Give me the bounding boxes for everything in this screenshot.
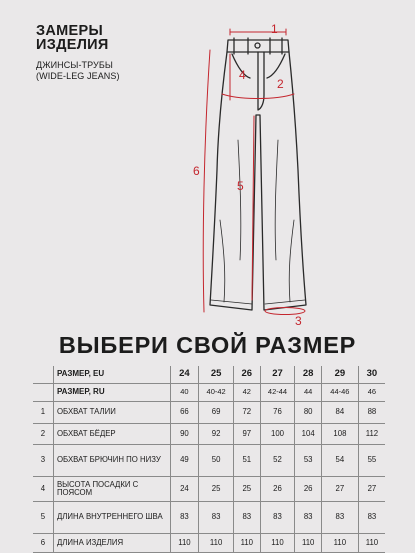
size-chart-table [33, 366, 385, 553]
subtitle-line-1: ДЖИНСЫ-ТРУБЫ [36, 60, 113, 70]
marker-1: 1 [271, 22, 278, 36]
measurement-cell: 110 [260, 534, 295, 553]
measurement-cell: 84 [321, 402, 358, 424]
jeans-crease-left [220, 140, 241, 302]
ru-size-cell: 40-42 [199, 384, 234, 402]
measurement-cell: 55 [358, 445, 385, 477]
measurement-cell: 97 [234, 424, 261, 445]
header-num-cell [33, 384, 53, 402]
ru-size-cell: 40 [170, 384, 199, 402]
eu-size-cell: 24 [170, 366, 199, 384]
measurement-cell: 104 [295, 424, 322, 445]
table-row [33, 502, 385, 534]
jeans-button [255, 43, 260, 48]
measurement-cell: 108 [321, 424, 358, 445]
ru-size-cell: 44 [295, 384, 322, 402]
row-number: 6 [33, 534, 53, 553]
measurement-cell: 83 [170, 502, 199, 534]
subtitle-line-2: (WIDE-LEG JEANS) [36, 71, 120, 81]
ru-size-label: РАЗМЕР, RU [53, 384, 170, 402]
measurement-cell: 100 [260, 424, 295, 445]
table-header-eu [33, 366, 385, 384]
measurement-cell: 76 [260, 402, 295, 424]
measurement-cell: 110 [321, 534, 358, 553]
measurement-cell: 72 [234, 402, 261, 424]
ru-size-cell: 42 [234, 384, 261, 402]
row-number: 4 [33, 477, 53, 502]
eu-size-cell: 29 [321, 366, 358, 384]
eu-size-cell: 26 [234, 366, 261, 384]
measurement-cell: 53 [295, 445, 322, 477]
measurement-cell: 110 [234, 534, 261, 553]
jeans-pocket-right [267, 54, 285, 78]
measurement-cell: 50 [199, 445, 234, 477]
jeans-fly [258, 52, 264, 110]
measurement-cell: 83 [358, 502, 385, 534]
measurement-cell: 110 [199, 534, 234, 553]
measurement-cell: 24 [170, 477, 199, 502]
row-label: ОБХВАТ БЁДЕР [53, 424, 170, 445]
measurement-cell: 112 [358, 424, 385, 445]
measurement-cell: 49 [170, 445, 199, 477]
measurement-cell: 26 [260, 477, 295, 502]
ru-size-cell: 46 [358, 384, 385, 402]
measurement-cell: 26 [295, 477, 322, 502]
row-label: ДЛИНА ИЗДЕЛИЯ [53, 534, 170, 553]
eu-size-label: РАЗМЕР, EU [53, 366, 170, 384]
table-row [33, 445, 385, 477]
row-label: ДЛИНА ВНУТРЕННЕГО ШВА [53, 502, 170, 534]
row-number: 1 [33, 402, 53, 424]
measurement-cell: 27 [321, 477, 358, 502]
row-number: 5 [33, 502, 53, 534]
row-number: 3 [33, 445, 53, 477]
marker-3: 3 [295, 314, 302, 328]
measurement-cell: 110 [170, 534, 199, 553]
measurement-cell: 27 [358, 477, 385, 502]
measurement-cell: 80 [295, 402, 322, 424]
measurement-cell: 25 [234, 477, 261, 502]
table-row [33, 477, 385, 502]
eu-size-cell: 27 [260, 366, 295, 384]
measurement-cell: 110 [358, 534, 385, 553]
measurement-cell: 83 [260, 502, 295, 534]
measurement-cell: 92 [199, 424, 234, 445]
title-line-1: ЗАМЕРЫ [36, 23, 103, 39]
table-row [33, 402, 385, 424]
jeans-waistband [227, 40, 289, 52]
measurement-cell: 83 [199, 502, 234, 534]
ru-size-cell: 44-46 [321, 384, 358, 402]
table-header-ru [33, 384, 385, 402]
product-subtitle [36, 60, 120, 82]
measurement-cell: 83 [321, 502, 358, 534]
row-label: ОБХВАТ БРЮЧИН ПО НИЗУ [53, 445, 170, 477]
title-line-2: ИЗДЕЛИЯ [36, 37, 109, 53]
measurement-cell: 69 [199, 402, 234, 424]
measurement-cell: 52 [260, 445, 295, 477]
jeans-measurement-diagram [190, 20, 320, 332]
marker-5: 5 [237, 179, 244, 193]
eu-size-cell: 28 [295, 366, 322, 384]
ru-size-cell: 42-44 [260, 384, 295, 402]
measurement-cell: 66 [170, 402, 199, 424]
eu-size-cell: 25 [199, 366, 234, 384]
page-title [36, 24, 109, 52]
marker-4: 4 [239, 68, 246, 82]
jeans-hem [211, 300, 305, 304]
table-row [33, 424, 385, 445]
marker-2: 2 [277, 77, 284, 91]
header-num-cell [33, 366, 53, 384]
measurement-cell: 25 [199, 477, 234, 502]
row-number: 2 [33, 424, 53, 445]
choose-size-headline: ВЫБЕРИ СВОЙ РАЗМЕР [58, 332, 357, 358]
measurement-cell: 90 [170, 424, 199, 445]
row-label: ОБХВАТ ТАЛИИ [53, 402, 170, 424]
eu-size-cell: 30 [358, 366, 385, 384]
row-label: ВЫСОТА ПОСАДКИ С ПОЯСОМ [53, 477, 170, 502]
measurement-cell: 51 [234, 445, 261, 477]
measurement-cell: 83 [295, 502, 322, 534]
measurement-cell: 88 [358, 402, 385, 424]
marker-6: 6 [193, 164, 200, 178]
measure-line-length [203, 50, 210, 312]
measurement-cell: 83 [234, 502, 261, 534]
jeans-crease-right [275, 140, 294, 302]
measurement-cell: 110 [295, 534, 322, 553]
measurement-cell: 54 [321, 445, 358, 477]
